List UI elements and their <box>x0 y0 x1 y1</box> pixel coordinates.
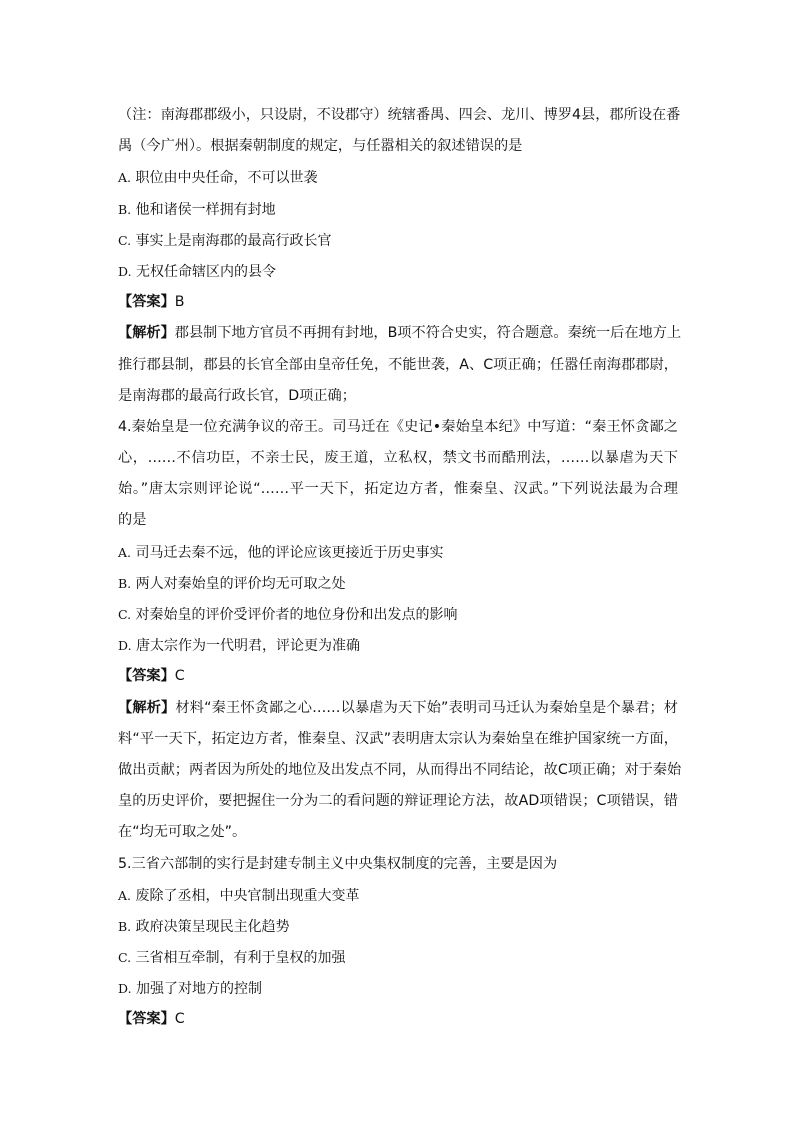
q3-analysis-line-2: 推行郡县制，郡县的长官全部由皇帝任免，不能世袭，A、C项正确；任嚣任南海郡郡尉， <box>118 356 678 373</box>
option-letter: C. <box>118 607 132 622</box>
q3-stem-line-1: （注：南海郡郡级小，只设尉，不设郡守）统辖番禺、四会、龙川、博罗4县，郡所设在番 <box>118 107 681 123</box>
q5-option-a <box>118 880 678 911</box>
q4-option-a <box>118 537 678 568</box>
q4-analysis-line-3: 做出贡献；两者因为所处的地位及出发点不同，从而得出不同结论，故C项正确；对于秦始 <box>118 761 682 778</box>
option-letter: A. <box>118 544 132 560</box>
option-letter: C. <box>118 232 132 248</box>
q4-analysis-line-2: 料“平一天下，拓定边方者，惟秦皇、汉武”表明唐太宗认为秦始皇在维护国家统一方面， <box>118 730 678 747</box>
option-letter: C. <box>118 950 132 966</box>
document-body <box>118 100 682 1036</box>
option-text: 他和诸侯一样拥有封地 <box>135 201 276 218</box>
analysis-tag: 【解析】 <box>118 699 176 716</box>
answer-value: C <box>174 1011 185 1028</box>
option-letter: B. <box>118 575 132 591</box>
option-text: 两人对秦始皇的评价均无可取之处 <box>135 575 346 592</box>
option-letter: D. <box>118 981 132 997</box>
answer-value: B <box>174 294 185 311</box>
q4-analysis-line-1 <box>118 693 678 724</box>
option-text: 事实上是南海郡的最高行政长官 <box>135 232 332 249</box>
q4-option-c <box>118 599 678 630</box>
option-letter: B. <box>118 201 132 217</box>
q4-stem-line-4: 的是 <box>118 512 147 529</box>
analysis-tag: 【解析】 <box>118 325 175 342</box>
q4-stem-line-3: 始。”唐太宗则评论说“……平一天下，拓定边方者，惟秦皇、汉武。”下列说法最为合理 <box>118 481 678 498</box>
option-text: 废除了丞相，中央官制出现重大变革 <box>135 887 360 904</box>
q5-option-b <box>118 911 678 942</box>
option-text: 职位由中央任命，不可以世袭 <box>135 170 318 187</box>
option-text: 三省相互牵制，有利于皇权的加强 <box>135 950 346 967</box>
q5-option-d <box>118 973 678 1004</box>
q3-analysis-line-1 <box>118 318 682 349</box>
q4-stem-line-2: 心，……不信功臣，不亲士民，废王道，立私权，禁文书而酷刑法，……以暴虐为天下 <box>118 450 678 467</box>
q4-option-d <box>118 630 678 661</box>
option-text: 唐太宗作为一代明君，评论更为准确 <box>136 638 361 655</box>
answer-value: C <box>174 668 185 685</box>
option-text: 加强了对地方的控制 <box>136 981 263 998</box>
option-text: 司马迁去秦不远，他的评论应该更接近于历史事实 <box>135 544 444 561</box>
q4-stem-line-1: 4.秦始皇是一位充满争议的帝王。司马迁在《史记•秦始皇本纪》中写道：“秦王怀贪鄙之 <box>118 418 678 435</box>
q4-analysis-line-5: 在“均无可取之处”。 <box>118 824 247 841</box>
q3-stem-line-2: 禺（今广州）。根据秦朝制度的规定，与任嚣相关的叙述错误的是 <box>118 138 523 155</box>
q5-stem-line-1: 5.三省六部制的实行是封建专制主义中央集权制度的完善，主要是因为 <box>118 855 558 872</box>
q3-option-c <box>118 225 678 256</box>
analysis-text: 郡县制下地方官员不再拥有封地，B项不符合史实，符合题意。秦统一后在地方上 <box>174 325 682 342</box>
q5-option-c <box>118 942 678 973</box>
q3-answer <box>118 287 678 318</box>
answer-tag: 【答案】 <box>118 1011 175 1028</box>
q3-option-d <box>118 256 678 287</box>
option-letter: D. <box>118 263 132 279</box>
q3-option-a <box>118 162 678 193</box>
option-text: 无权任命辖区内的县令 <box>136 263 277 280</box>
option-text: 对秦始皇的评价受评价者的地位身份和出发点的影响 <box>135 607 458 623</box>
option-letter: B. <box>118 918 132 934</box>
option-letter: A. <box>118 170 132 186</box>
answer-tag: 【答案】 <box>118 294 175 311</box>
q4-answer <box>118 661 678 692</box>
option-letter: A. <box>118 887 132 903</box>
q3-option-b <box>118 194 678 225</box>
q4-analysis-line-4: 皇的历史评价，要把握住一分为二的看问题的辩证理论方法，故AD项错误；C项错误，错 <box>118 793 678 810</box>
option-letter: D. <box>118 638 132 654</box>
option-text: 政府决策呈现民主化趋势 <box>135 918 290 935</box>
q5-answer <box>118 1004 678 1035</box>
analysis-text: 材料“秦王怀贪鄙之心……以暴虐为天下始”表明司马迁认为秦始皇是个暴君；材 <box>175 699 678 716</box>
q3-analysis-line-3: 是南海郡的最高行政长官，D项正确； <box>118 387 356 404</box>
answer-tag: 【答案】 <box>118 668 175 685</box>
q4-option-b <box>118 568 678 599</box>
